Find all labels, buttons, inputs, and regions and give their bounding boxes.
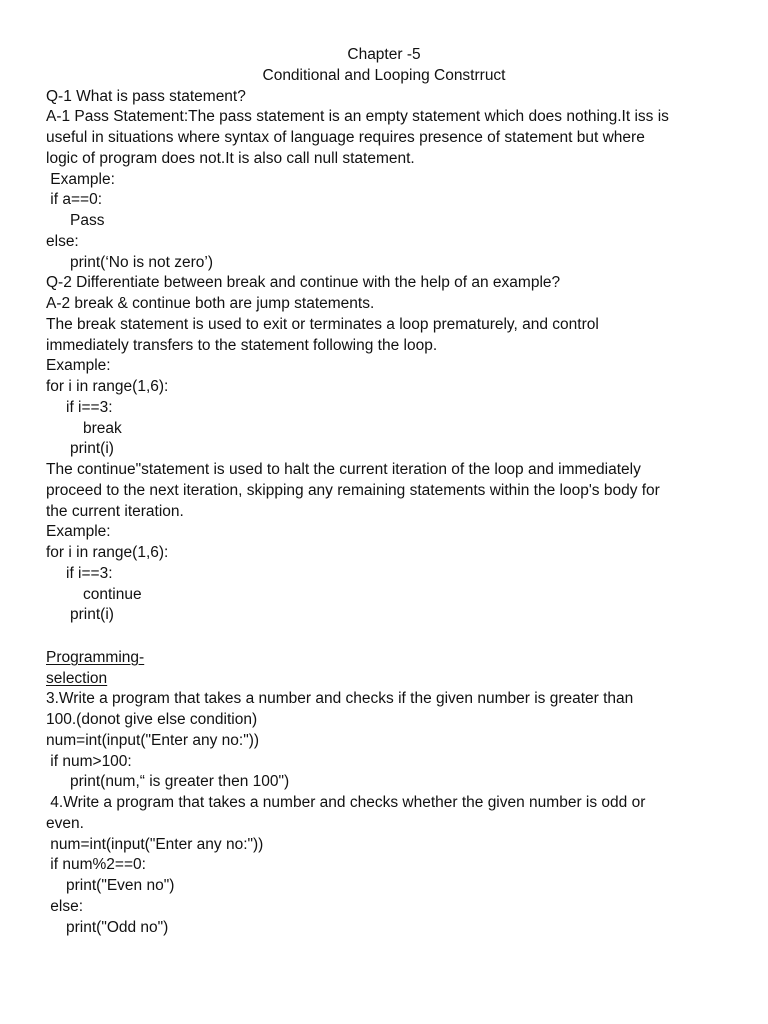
- program-4-code-line: print("Odd no"): [66, 919, 169, 936]
- break-code-line: print(i): [70, 440, 114, 457]
- continue-code-line: for i in range(1,6):: [46, 544, 169, 561]
- chapter-number: Chapter -5: [347, 46, 421, 63]
- continue-code-line: print(i): [70, 606, 114, 623]
- program-4-code-line: print("Even no"): [66, 877, 175, 894]
- program-3-code-line: print(num,“ is greater then 100"): [70, 773, 290, 790]
- selection-heading: selection: [46, 670, 108, 687]
- q1-answer-line-1: A-1 Pass Statement:The pass statement is an empty statement which does nothing.It iss is: [46, 108, 669, 125]
- q1-code-line: print(‘No is not zero’): [70, 254, 213, 271]
- q1-example-label: Example:: [46, 171, 115, 188]
- program-4-code-line: num=int(input("Enter any no:")): [46, 836, 264, 853]
- program-3-code-line: num=int(input("Enter any no:")): [46, 732, 260, 749]
- q2-answer-intro: A-2 break & continue both are jump statements.: [46, 295, 375, 312]
- q1-code-line: if a==0:: [46, 191, 103, 208]
- break-example-label: Example:: [46, 357, 111, 374]
- break-description-line-2: immediately transfers to the statement following the loop.: [46, 337, 438, 354]
- program-4-line-2: even.: [46, 815, 84, 832]
- chapter-title: Conditional and Looping Constrruct: [262, 67, 506, 84]
- q2-question: Q-2 Differentiate between break and continue with the help of an example?: [46, 274, 561, 291]
- break-code-line: break: [83, 420, 122, 437]
- break-code-line: if i==3:: [66, 399, 113, 416]
- program-3-line-2: 100.(donot give else condition): [46, 711, 258, 728]
- continue-example-label: Example:: [46, 523, 111, 540]
- program-4-code-line: if num%2==0:: [46, 856, 146, 873]
- q1-code-line: else:: [46, 233, 79, 250]
- q1-code-line: Pass: [70, 212, 105, 229]
- q1-answer-line-2: useful in situations where syntax of language requires presence of statement but where: [46, 129, 645, 146]
- program-4-code-line: else:: [46, 898, 84, 915]
- continue-description-line-3: the current iteration.: [46, 503, 184, 520]
- program-3-line-1: 3.Write a program that takes a number and checks if the given number is greater than: [46, 690, 634, 707]
- continue-description-line-1: The continue"statement is used to halt the current iteration of the loop and immediately: [46, 461, 641, 478]
- programming-heading: Programming-: [46, 649, 145, 666]
- continue-description-line-2: proceed to the next iteration, skipping any remaining statements within the loop's body for: [46, 482, 660, 499]
- continue-code-line: continue: [83, 586, 142, 603]
- break-description-line-1: The break statement is used to exit or terminates a loop prematurely, and control: [46, 316, 599, 333]
- program-4-line-1: 4.Write a program that takes a number and checks whether the given number is odd or: [46, 794, 646, 811]
- break-code-line: for i in range(1,6):: [46, 378, 169, 395]
- q1-answer-line-3: logic of program does not.It is also call null statement.: [46, 150, 415, 167]
- program-3-code-line: if num>100:: [46, 753, 132, 770]
- continue-code-line: if i==3:: [66, 565, 113, 582]
- q1-question: Q-1 What is pass statement?: [46, 88, 246, 105]
